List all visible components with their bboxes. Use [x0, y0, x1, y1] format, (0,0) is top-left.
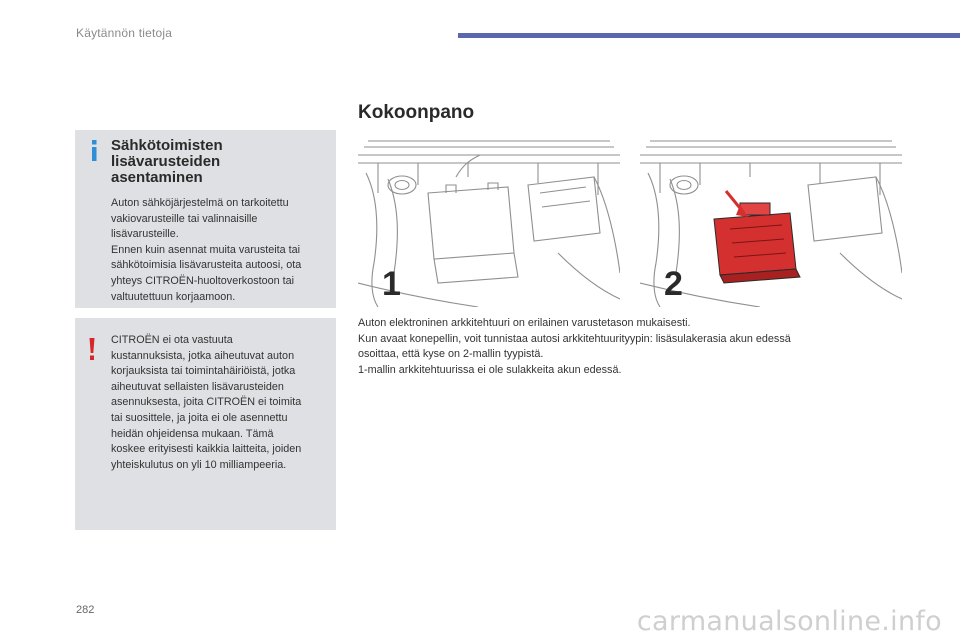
warning-text-line: kustannuksista, jotka aiheutuvat auton [111, 349, 295, 362]
info-title-line: lisävarusteiden [111, 153, 221, 170]
description-line: Auton elektroninen arkkitehtuuri on erilainen varustetason mukaisesti. [358, 317, 691, 329]
info-text-line: lisävarusteille. [111, 228, 179, 241]
info-text-line: valtuutettuun korjaamoon. [111, 290, 236, 303]
warning-text-line: korjauksista tai toimintahäiriöistä, jotka [111, 365, 296, 378]
info-icon [88, 140, 100, 162]
warning-text-line: tai suosittele, ja joita ei ole asennettu [111, 411, 288, 424]
warning-text-line: asennuksesta, joita CITROËN ei toimita [111, 396, 302, 409]
description-line: osoittaa, että kyse on 2-mallin tyypistä. [358, 348, 544, 361]
warning-box-text [111, 333, 333, 473]
engine-bay-illustration-1 [358, 133, 620, 307]
info-text-line: sähkötoimisia lisävarusteita autoosi, ota [111, 259, 302, 272]
description-line: 1-mallin arkkitehtuurissa ei ole sulakkeita akun edessä. [358, 363, 622, 376]
info-text-line: yhteys CITROËN-huoltoverkostoon tai [111, 274, 295, 287]
warning-box [75, 318, 336, 530]
warning-text-line: heidän ohjeidensa mukaan. Tämä [111, 427, 274, 440]
warning-text-line: aiheutuvat sellaisten lisävarusteiden [111, 380, 284, 393]
section-description [358, 316, 918, 378]
illustration-2-number: 2 [664, 265, 683, 303]
watermark: carmanualsonline.info [636, 606, 942, 637]
info-text-line: Ennen kuin asennat muita varusteita tai [111, 243, 301, 256]
info-box [75, 130, 336, 308]
chapter-title: Käytännön tietoja [76, 26, 173, 40]
section-title: Kokoonpano [358, 102, 475, 123]
illustration-1-number: 1 [382, 265, 401, 303]
info-title-line: Sähkötoimisten [111, 137, 223, 154]
warning-icon [87, 338, 97, 360]
page-number: 282 [76, 604, 95, 616]
info-box-title [111, 138, 326, 186]
description-line: Kun avaat konepellin, voit tunnistaa autosi arkkitehtuurityypin: lisäsulakerasia akun edessä [358, 332, 791, 345]
info-text-line: vakiovarusteille tai valinnaisille [111, 212, 258, 225]
engine-bay-illustration-2 [640, 133, 902, 307]
warning-text-line: CITROËN ei ota vastuuta [111, 334, 233, 346]
info-box-text [111, 196, 333, 305]
warning-text-line: koskee erityisesti kaikkia laitteita, joiden [111, 443, 302, 456]
chapter-accent-bar [458, 33, 960, 38]
info-text-line: Auton sähköjärjestelmä on tarkoitettu [111, 197, 289, 209]
info-title-line: asentaminen [111, 169, 203, 186]
warning-text-line: yhteiskulutus on yli 10 milliampeeria. [111, 458, 287, 471]
